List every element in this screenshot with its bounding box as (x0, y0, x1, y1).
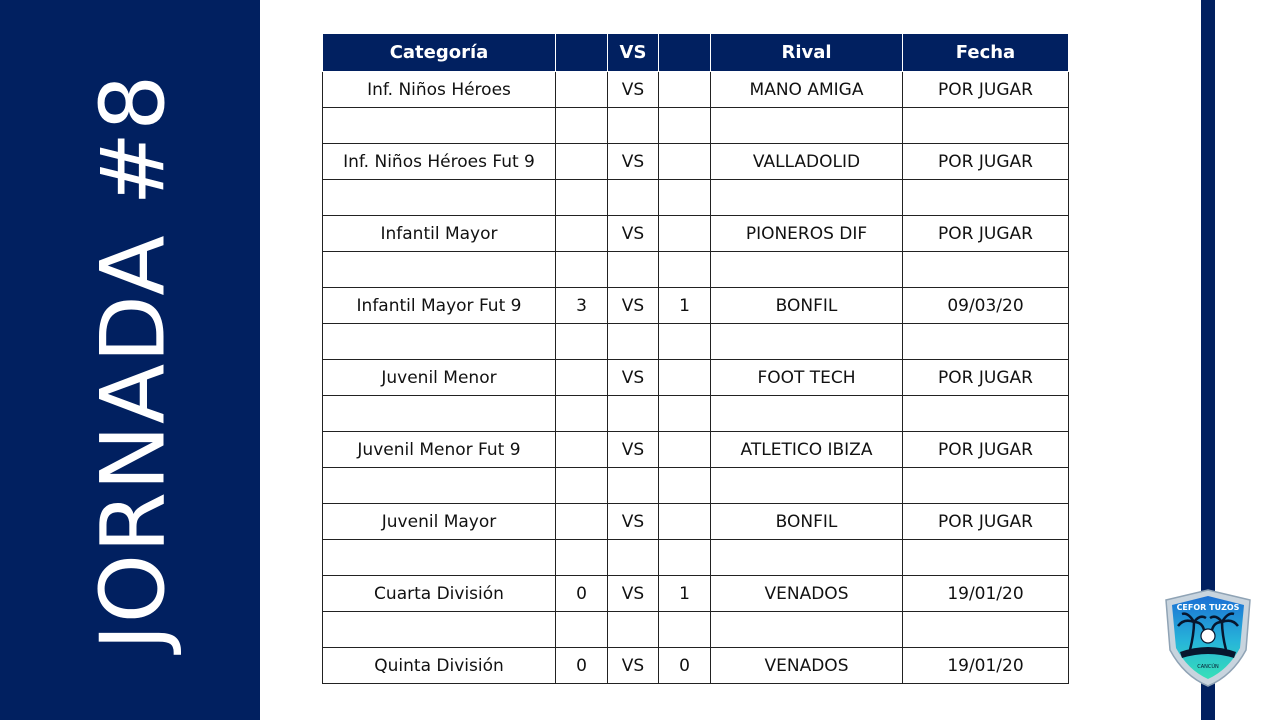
cell-vs: VS (608, 504, 659, 540)
jornada-title: JORNADA #8 (81, 73, 185, 651)
cefor-tuzos-logo (1160, 588, 1256, 688)
cell-fecha (903, 324, 1069, 360)
header-rival: Rival (711, 34, 903, 72)
cell-away-score (659, 324, 711, 360)
cell-home-score (556, 504, 608, 540)
table-row (323, 72, 1069, 108)
table-row (323, 180, 1069, 216)
cell-away-score (659, 72, 711, 108)
cell-categoria (323, 252, 556, 288)
cell-vs: VS (608, 648, 659, 684)
cell-rival (711, 468, 903, 504)
cell-home-score (556, 144, 608, 180)
cell-categoria (323, 612, 556, 648)
cell-rival (711, 612, 903, 648)
cell-away-score: 0 (659, 648, 711, 684)
header-categoria: Categoría (323, 34, 556, 72)
cell-away-score (659, 396, 711, 432)
table-row (323, 144, 1069, 180)
cell-fecha (903, 396, 1069, 432)
cell-fecha (903, 180, 1069, 216)
cell-vs (608, 324, 659, 360)
table-row (323, 360, 1069, 396)
cell-vs (608, 108, 659, 144)
cell-fecha (903, 108, 1069, 144)
table-body (323, 72, 1069, 684)
cell-rival (711, 396, 903, 432)
cell-away-score (659, 108, 711, 144)
cell-fecha (903, 468, 1069, 504)
table-row (323, 288, 1069, 324)
cell-away-score (659, 468, 711, 504)
cell-rival: FOOT TECH (711, 360, 903, 396)
cell-home-score (556, 360, 608, 396)
cell-fecha: POR JUGAR (903, 504, 1069, 540)
cell-fecha: POR JUGAR (903, 72, 1069, 108)
cell-home-score: 0 (556, 648, 608, 684)
cell-categoria (323, 396, 556, 432)
cell-away-score (659, 540, 711, 576)
cell-vs (608, 540, 659, 576)
header-vs: VS (608, 34, 659, 72)
table-row (323, 612, 1069, 648)
cell-categoria (323, 324, 556, 360)
cell-vs (608, 180, 659, 216)
match-schedule-table (322, 33, 1069, 684)
cell-rival: BONFIL (711, 504, 903, 540)
cell-home-score: 0 (556, 576, 608, 612)
cell-vs (608, 468, 659, 504)
cell-vs: VS (608, 576, 659, 612)
cell-home-score: 3 (556, 288, 608, 324)
cell-categoria (323, 540, 556, 576)
cell-categoria: Juvenil Menor Fut 9 (323, 432, 556, 468)
header-home-score (556, 34, 608, 72)
cell-vs: VS (608, 216, 659, 252)
cell-away-score (659, 180, 711, 216)
cell-fecha: POR JUGAR (903, 216, 1069, 252)
cell-fecha: POR JUGAR (903, 144, 1069, 180)
cell-away-score (659, 504, 711, 540)
cell-rival (711, 540, 903, 576)
table-row (323, 540, 1069, 576)
cell-vs (608, 252, 659, 288)
cell-categoria (323, 468, 556, 504)
logo-text-bottom: CANCÚN (1197, 664, 1219, 670)
cell-rival (711, 324, 903, 360)
table-row (323, 324, 1069, 360)
cell-away-score: 1 (659, 288, 711, 324)
cell-vs: VS (608, 72, 659, 108)
table-row (323, 432, 1069, 468)
cell-home-score (556, 432, 608, 468)
cell-vs (608, 612, 659, 648)
cell-categoria: Infantil Mayor Fut 9 (323, 288, 556, 324)
cell-vs: VS (608, 144, 659, 180)
cell-categoria: Inf. Niños Héroes Fut 9 (323, 144, 556, 180)
cell-away-score (659, 360, 711, 396)
table-row (323, 576, 1069, 612)
cell-vs: VS (608, 432, 659, 468)
table-row (323, 216, 1069, 252)
cell-fecha (903, 252, 1069, 288)
cell-rival: VENADOS (711, 576, 903, 612)
cell-away-score (659, 432, 711, 468)
cell-fecha (903, 612, 1069, 648)
cell-categoria: Inf. Niños Héroes (323, 72, 556, 108)
cell-away-score (659, 216, 711, 252)
cell-categoria: Cuarta División (323, 576, 556, 612)
cell-rival (711, 108, 903, 144)
cell-rival: VALLADOLID (711, 144, 903, 180)
cell-away-score: 1 (659, 576, 711, 612)
cell-vs: VS (608, 360, 659, 396)
logo-text-top: CEFOR TUZOS (1176, 603, 1240, 612)
cell-away-score (659, 144, 711, 180)
cell-home-score (556, 108, 608, 144)
header-away-score (659, 34, 711, 72)
table-row (323, 108, 1069, 144)
cell-rival: VENADOS (711, 648, 903, 684)
table-row (323, 396, 1069, 432)
cell-home-score (556, 72, 608, 108)
cell-away-score (659, 612, 711, 648)
cell-categoria: Infantil Mayor (323, 216, 556, 252)
cell-rival: ATLETICO IBIZA (711, 432, 903, 468)
cell-vs (608, 396, 659, 432)
cell-home-score (556, 612, 608, 648)
cell-categoria (323, 180, 556, 216)
cell-fecha (903, 540, 1069, 576)
cell-categoria: Juvenil Mayor (323, 504, 556, 540)
cell-home-score (556, 216, 608, 252)
cell-rival (711, 252, 903, 288)
table-row (323, 252, 1069, 288)
table-row (323, 504, 1069, 540)
cell-rival: MANO AMIGA (711, 72, 903, 108)
cell-fecha: 09/03/20 (903, 288, 1069, 324)
cell-fecha: POR JUGAR (903, 432, 1069, 468)
cell-rival: BONFIL (711, 288, 903, 324)
cell-home-score (556, 180, 608, 216)
table-header-row (323, 34, 1069, 72)
cell-categoria: Juvenil Menor (323, 360, 556, 396)
cell-home-score (556, 396, 608, 432)
cell-fecha: 19/01/20 (903, 648, 1069, 684)
header-fecha: Fecha (903, 34, 1069, 72)
cell-away-score (659, 252, 711, 288)
cell-home-score (556, 540, 608, 576)
table-row (323, 468, 1069, 504)
cell-fecha: POR JUGAR (903, 360, 1069, 396)
cell-fecha: 19/01/20 (903, 576, 1069, 612)
cell-rival (711, 180, 903, 216)
table-row (323, 648, 1069, 684)
cell-home-score (556, 468, 608, 504)
cell-vs: VS (608, 288, 659, 324)
cell-categoria (323, 108, 556, 144)
cell-rival: PIONEROS DIF (711, 216, 903, 252)
cell-home-score (556, 324, 608, 360)
cell-home-score (556, 252, 608, 288)
cell-categoria: Quinta División (323, 648, 556, 684)
